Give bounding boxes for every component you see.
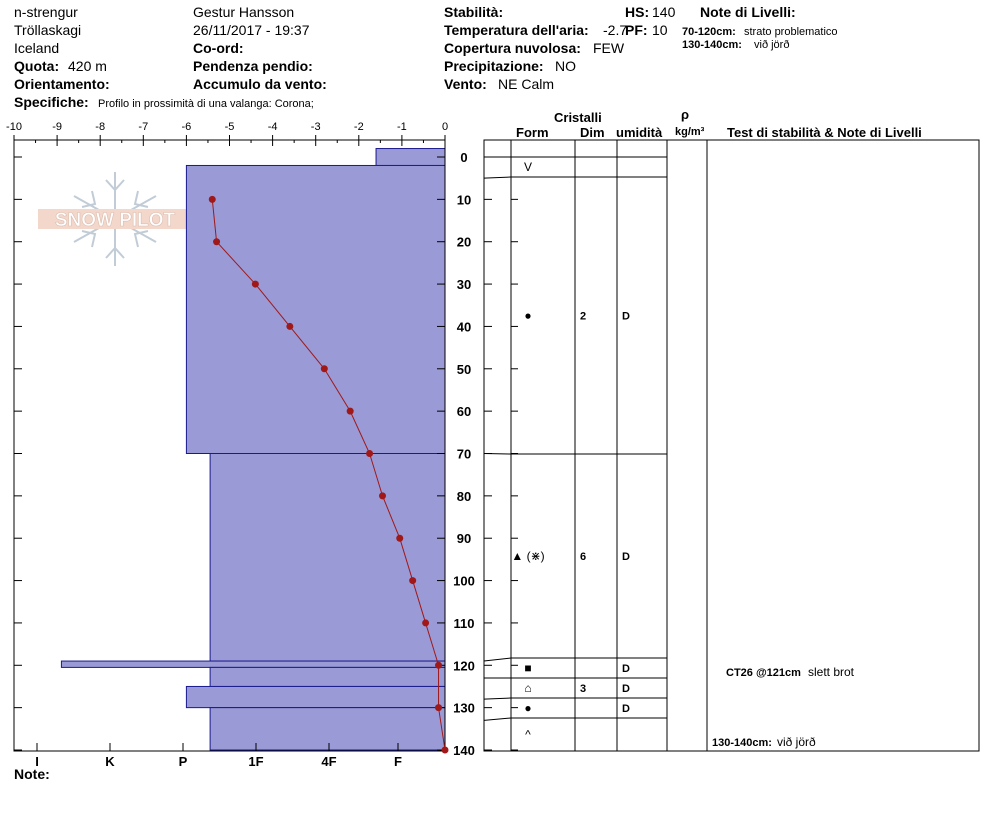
layer-connector <box>484 658 511 661</box>
wind-loading-label: Accumulo da vento: <box>193 76 327 92</box>
cloud-label: Copertura nuvolosa: <box>444 40 581 56</box>
hardness-layers <box>61 149 445 750</box>
depth-tick-label: 140 <box>453 743 475 758</box>
hardness-layer-3 <box>210 454 445 662</box>
layer-connector <box>484 718 511 720</box>
temperature-point-3 <box>252 281 259 288</box>
depth-tick-label: 110 <box>453 615 475 631</box>
slope-label: Pendenza pendio: <box>193 58 313 74</box>
layer-form-5: ⌂ <box>524 681 532 695</box>
layer-size-3: 6 <box>580 551 587 563</box>
wind-label: Vento: <box>444 76 487 92</box>
air-temp-label: Temperatura dell'aria: <box>444 22 589 38</box>
layer-connector <box>484 698 511 699</box>
temp-tick-label: -3 <box>310 121 321 133</box>
layer-note-text-1: strato problematico <box>744 26 838 38</box>
layer-moisture-2: D <box>622 310 630 323</box>
elevation-value: 420 m <box>68 58 107 74</box>
hardness-layer-4 <box>61 661 445 667</box>
moisture-header: umidità <box>616 125 663 140</box>
layer-note-range-1: 70-120cm: <box>682 26 736 38</box>
temp-tick-label: -4 <box>267 121 278 133</box>
density-symbol: ρ <box>681 107 690 122</box>
layer-note-text-2: við jörð <box>754 39 790 51</box>
hardness-label: 1F <box>248 754 264 769</box>
logo-text: SNOW PILOT <box>54 210 176 231</box>
pf-label: PF: <box>625 22 648 38</box>
layer-moisture-6: D <box>622 703 630 715</box>
temp-tick-label: -7 <box>138 121 149 133</box>
layer-form-3: ▲ (⋇) <box>511 549 545 563</box>
temp-tick-label: -2 <box>353 121 364 133</box>
specifics-label: Specifiche: <box>14 94 89 110</box>
layer-form-4: ■ <box>524 661 532 675</box>
hs-value: 140 <box>652 4 676 20</box>
temp-tick-label: -9 <box>52 121 62 133</box>
depth-tick-label: 80 <box>456 488 472 504</box>
hardness-label: K <box>105 754 115 769</box>
depth-tick-label: 30 <box>456 277 472 293</box>
size-header: Dim <box>580 125 605 140</box>
layer-form-1: V <box>523 160 533 174</box>
hardness-label: F <box>394 754 402 769</box>
depth-tick-label: 50 <box>456 361 472 377</box>
layer-moisture-3: D <box>622 551 630 563</box>
precip-label: Precipitazione: <box>444 58 544 74</box>
air-temp-value: -2.7 <box>603 22 628 38</box>
location-name: n-strengur <box>14 4 78 20</box>
crystals-header: Cristalli <box>554 110 602 125</box>
stability-label: Stabilità: <box>444 4 504 20</box>
specifics-value: Profilo in prossimità di una valanga: Corona; <box>98 98 314 110</box>
layer-connector <box>484 454 511 455</box>
temperature-point-5 <box>321 365 328 372</box>
depth-tick-label: 20 <box>456 234 472 250</box>
stability-test-label: CT26 @121cm <box>726 667 801 679</box>
wind-value: NE Calm <box>498 76 555 92</box>
layer-moisture-5: D <box>622 683 630 695</box>
pf-value: 10 <box>652 22 668 38</box>
depth-tick-label: 130 <box>453 700 475 716</box>
coord-label: Co-ord: <box>193 40 244 56</box>
hardness-layer-8 <box>210 708 445 750</box>
temperature-point-7 <box>366 450 373 457</box>
hardness-label: 4F <box>321 754 337 769</box>
density-unit: kg/m³ <box>675 126 705 138</box>
stability-notes-header: Test di stabilità & Note di Livelli <box>727 125 922 140</box>
hs-label: HS: <box>625 4 650 20</box>
temp-tick-label: 0 <box>441 121 449 133</box>
observer-name: Gestur Hansson <box>193 4 295 20</box>
layer-connector <box>484 177 511 178</box>
layer-size-5: 3 <box>580 683 587 695</box>
depth-tick-label: 120 <box>453 658 475 674</box>
hardness-layer-5 <box>210 667 445 686</box>
area-name: Tröllaskagi <box>14 22 82 38</box>
layer-form-7: ^ <box>525 727 531 742</box>
elevation-label: Quota: <box>14 58 60 74</box>
layer-moisture-4: D <box>622 663 630 675</box>
aspect-label: Orientamento: <box>14 76 110 92</box>
temperature-point-11 <box>422 619 429 626</box>
temp-tick-label: -10 <box>6 121 22 133</box>
snow-pilot-logo <box>38 172 192 266</box>
stratigraphy-table <box>484 140 979 751</box>
depth-tick-label: 0 <box>460 150 468 165</box>
depth-tick-label: 10 <box>456 192 472 208</box>
temperature-point-9 <box>396 535 403 542</box>
cloud-value: FEW <box>593 40 625 56</box>
temperature-point-10 <box>409 577 416 584</box>
layer-form-2: ● <box>524 308 532 323</box>
layer-size-2: 2 <box>580 310 587 323</box>
temperature-point-2 <box>213 238 220 245</box>
table-frame <box>484 140 979 751</box>
depth-tick-label: 40 <box>456 319 472 335</box>
bottom-note-text: við jörð <box>777 735 816 749</box>
temperature-point-6 <box>347 408 354 415</box>
depth-tick-label: 100 <box>453 573 475 589</box>
temperature-point-1 <box>209 196 216 203</box>
hardness-layer-2 <box>186 165 445 453</box>
depth-tick-label: 90 <box>456 531 472 547</box>
temp-tick-label: -1 <box>397 121 407 133</box>
form-header: Form <box>516 125 549 140</box>
temperature-point-4 <box>286 323 293 330</box>
country-name: Iceland <box>14 40 60 56</box>
temperature-point-8 <box>379 492 386 499</box>
hardness-label: I <box>35 754 39 769</box>
temp-tick-label: -8 <box>95 121 106 133</box>
depth-tick-label: 70 <box>456 446 472 462</box>
observation-datetime: 26/11/2017 - 19:37 <box>193 22 310 38</box>
layer-note-range-2: 130-140cm: <box>682 39 742 51</box>
temperature-point-12 <box>435 662 442 669</box>
depth-tick-label: 60 <box>456 404 472 420</box>
bottom-note-range: 130-140cm: <box>712 737 772 749</box>
hardness-layer-1 <box>376 149 445 166</box>
temperature-point-14 <box>442 747 449 754</box>
temp-tick-label: -6 <box>181 121 192 133</box>
layer-notes-label: Note di Livelli: <box>700 4 796 20</box>
temp-tick-label: -5 <box>224 121 235 133</box>
hardness-label: P <box>178 754 188 769</box>
note-label: Note: <box>14 766 50 782</box>
temperature-point-13 <box>435 704 442 711</box>
precip-value: NO <box>555 58 576 74</box>
layer-form-6: ● <box>524 701 532 715</box>
hardness-layer-7 <box>186 686 445 707</box>
stability-test-comment: slett brot <box>808 665 855 679</box>
